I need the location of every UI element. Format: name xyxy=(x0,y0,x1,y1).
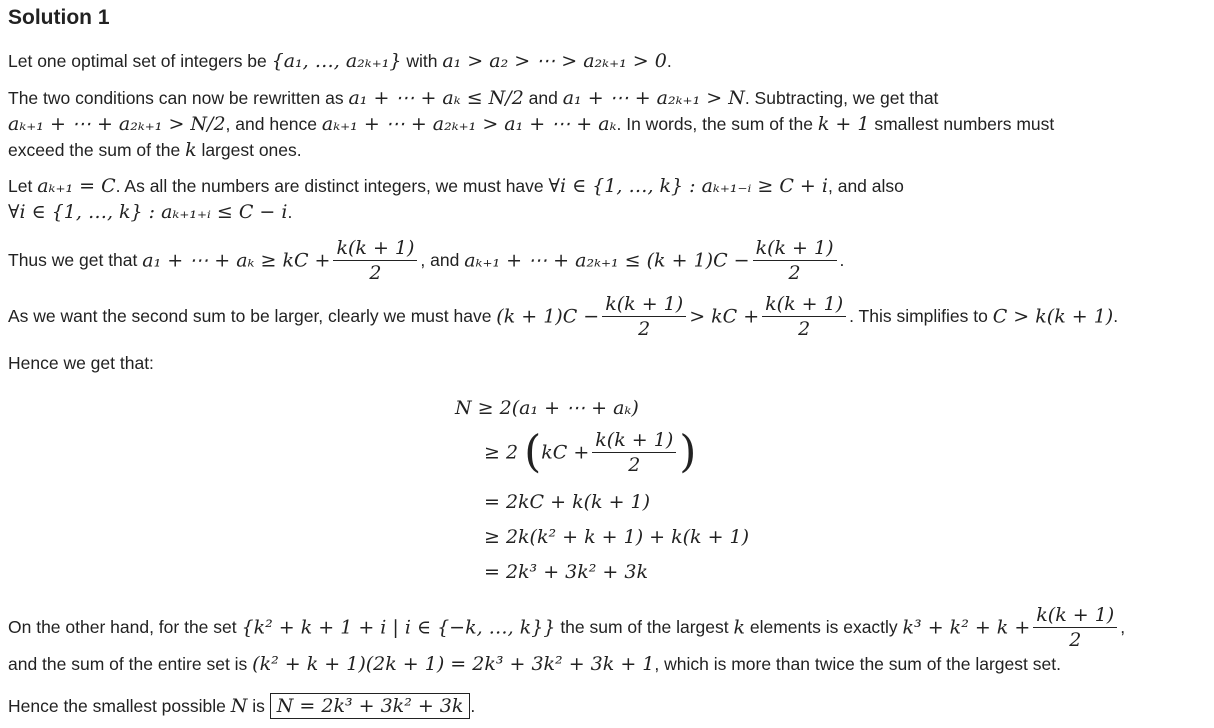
paragraph-conditions-line1: The two conditions can now be rewritten as a₁ + ⋯ + aₖ ≤ N/2 and a₁ + ⋯ + a₂ₖ₊₁ > N. Subtracting, we get that xyxy=(8,87,939,109)
right-paren: ) xyxy=(679,426,697,478)
fraction-k-k1-over-2: $\frac{k(k + 1)}{2}$ xyxy=(592,428,676,477)
paragraph-optimal-set: Let one optimal set of integers be {a₁, …, a₂ₖ₊₁} with a₁ > a₂ > ⋯ > a₂ₖ₊₁ > 0. xyxy=(8,50,672,72)
equation-row-1: N ≥ 2(a₁ + ⋯ + aₖ) xyxy=(455,397,639,419)
equation-row-4: ≥ 2k(k² + k + 1) + k(k + 1) xyxy=(484,526,750,548)
paragraph-conclusion: Hence the smallest possible N is N = 2k³ + 3k² + 3k . xyxy=(8,695,476,717)
paragraph-conditions-line3: exceed the sum of the k largest ones. xyxy=(8,139,302,161)
equation-row-5: = 2k³ + 3k² + 3k xyxy=(484,561,648,583)
paragraph-distinct-line2: ∀i ∈ {1, …, k} : aₖ₊₁₊ᵢ ≤ C − i. xyxy=(8,201,293,223)
fraction-k-k1-over-2: $\frac{k(k + 1)}{2}$ xyxy=(753,236,837,285)
left-paren: ( xyxy=(524,426,542,478)
paragraph-conditions-line2: aₖ₊₁ + ⋯ + a₂ₖ₊₁ > N/2, and hence aₖ₊₁ + ⋯ + a₂ₖ₊₁ > a₁ + ⋯ + aₖ. In words, the sum of the k + 1 smallest numbers must xyxy=(8,113,1055,135)
fraction-k-k1-over-2: $\frac{k(k + 1)}{2}$ xyxy=(1033,603,1117,652)
paragraph-hence: Hence we get that: xyxy=(8,353,154,373)
paragraph-other-hand-line1: On the other hand, for the set {k² + k + 1 + i | i ∈ {−k, …, k}} the sum of the largest k elements is exactly k³ + k² + k + $\frac{k(k + 1)}{2}$ , xyxy=(8,604,1126,651)
fraction-k-k1-over-2: $\frac{k(k + 1)}{2}$ xyxy=(333,236,417,285)
paragraph-distinct-line1: Let aₖ₊₁ = C. As all the numbers are distinct integers, we must have ∀i ∈ {1, …, k} : aₖ₊₁₋ᵢ ≥ C + i, and also xyxy=(8,175,904,197)
boxed-answer: N = 2k³ + 3k² + 3k xyxy=(270,693,471,719)
solution-title: Solution 1 xyxy=(8,6,110,29)
equation-row-2: ≥ 2 (kC + $\frac{k(k + 1)}{2}$ ) xyxy=(484,426,697,478)
equation-row-3: = 2kC + k(k + 1) xyxy=(484,491,651,513)
paragraph-other-hand-line2: and the sum of the entire set is (k² + k + 1)(2k + 1) = 2k³ + 3k² + 3k + 1, which is more than twice the sum of the largest set. xyxy=(8,653,1061,675)
fraction-k-k1-over-2: $\frac{k(k + 1)}{2}$ xyxy=(602,292,686,341)
paragraph-sums: Thus we get that a₁ + ⋯ + aₖ ≥ kC + $\frac{k(k + 1)}{2}$ , and aₖ₊₁ + ⋯ + a₂ₖ₊₁ ≤ (k + 1)C − $\frac{k(k + 1)}{2}$ . xyxy=(8,237,845,284)
paragraph-second-sum-larger: As we want the second sum to be larger, clearly we must have (k + 1)C − $\frac{k(k + 1)}{2}$ > kC + $\frac{k(k + 1)}{2}$ . This simplifies to C > k(k + 1). xyxy=(8,293,1119,340)
fraction-k-k1-over-2: $\frac{k(k + 1)}{2}$ xyxy=(762,292,846,341)
